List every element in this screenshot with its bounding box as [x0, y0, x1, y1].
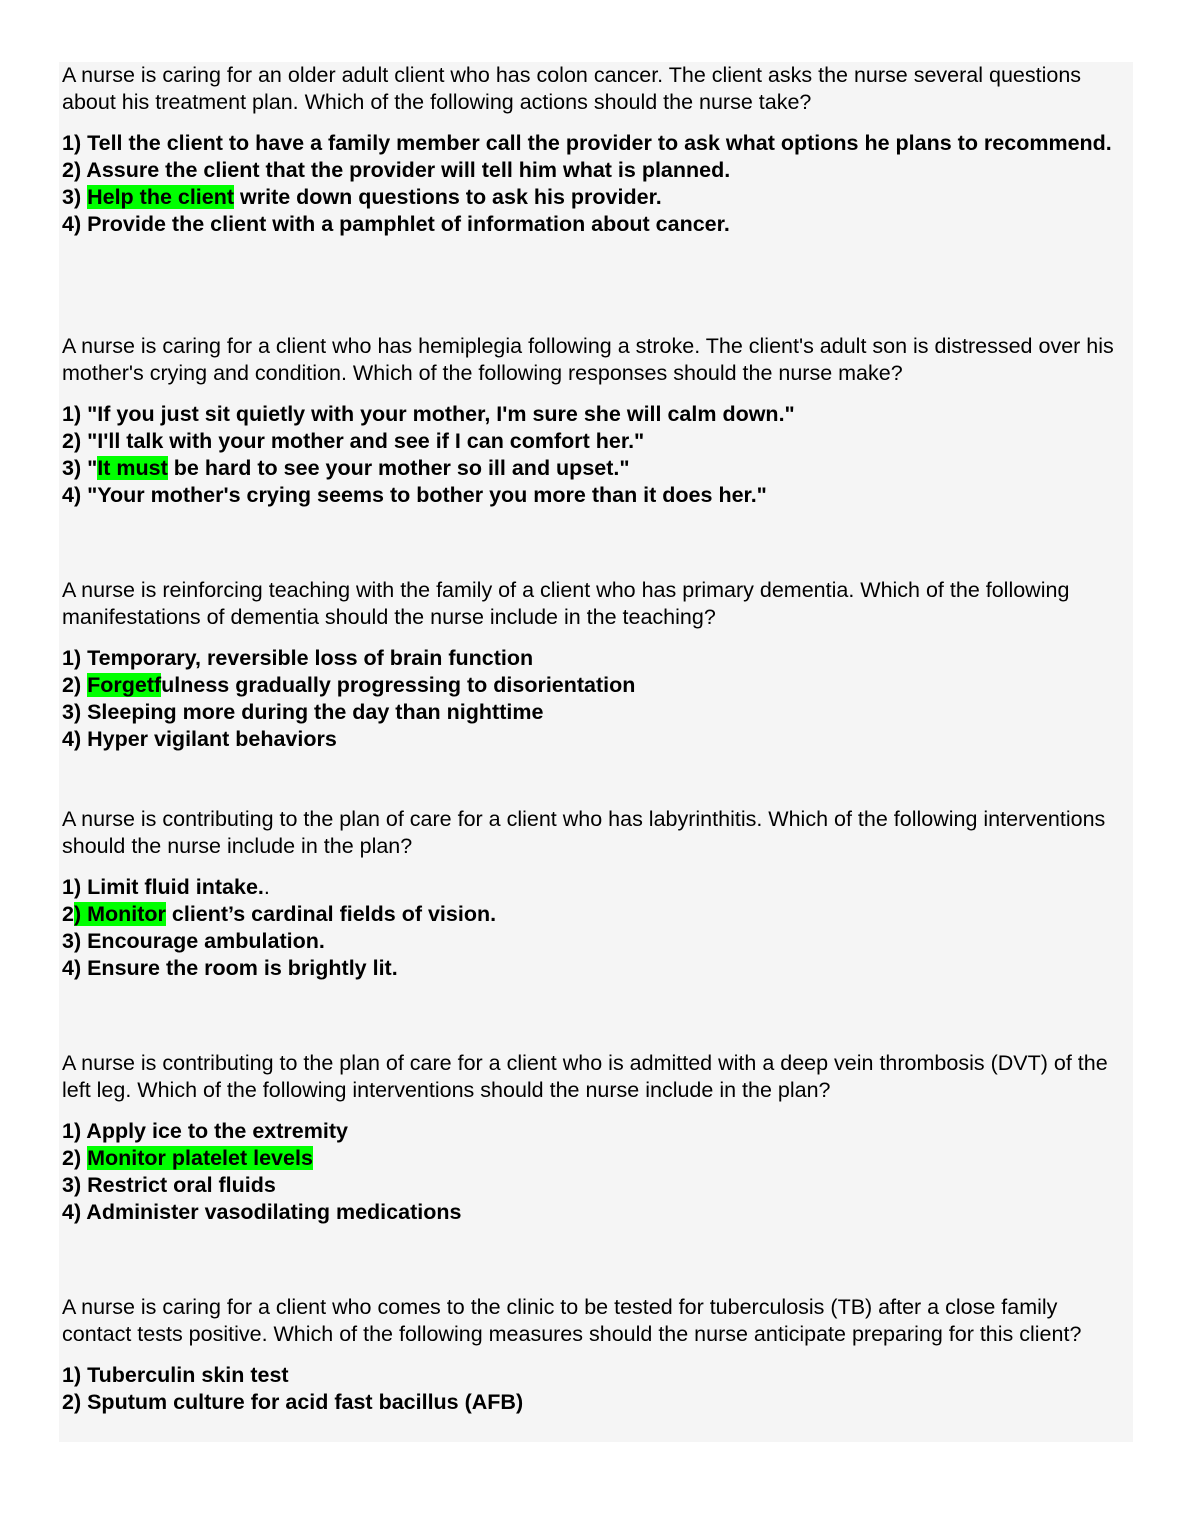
answer-option-3: 3) "It must be hard to see your mother so ill and upset." [62, 456, 630, 480]
question-block-6 [62, 1294, 1127, 1416]
answer-option-2: 2) Sputum culture for acid fast bacillus (AFB) [62, 1390, 524, 1414]
answer-options [62, 1118, 1127, 1226]
question-stem: A nurse is caring for a client who comes to the clinic to be tested for tuberculosis (TB) after a close family contact tests positive. Which of the following measures should the nurse anticipate preparing for this client? [62, 1295, 1082, 1346]
answer-option-3: 3) Sleeping more during the day than nighttime [62, 700, 544, 724]
answer-option-2: 2) Assure the client that the provider will tell him what is planned. [62, 158, 731, 182]
answer-options [62, 401, 1127, 509]
highlighted-text: Monitor platelet levels [87, 1146, 313, 1170]
answer-option-3: 3) Restrict oral fluids [62, 1173, 276, 1197]
answer-option-2: 2) Monitor client’s cardinal fields of vision. [62, 902, 497, 926]
answer-option-2: 2) "I'll talk with your mother and see if I can comfort her." [62, 429, 645, 453]
highlighted-text: ) Monitor [73, 902, 166, 926]
answer-option-3: 3) Encourage ambulation. [62, 929, 325, 953]
answer-option-1: 1) "If you just sit quietly with your mother, I'm sure she will calm down." [62, 402, 795, 426]
answer-option-4: 4) Provide the client with a pamphlet of information about cancer. [62, 212, 730, 236]
question-stem: A nurse is caring for a client who has hemiplegia following a stroke. The client's adult son is distressed over his mother's crying and condition. Which of the following responses should the nurse make? [62, 334, 1114, 385]
answer-option-1: 1) Limit fluid intake.. [62, 875, 270, 899]
question-block-1 [62, 62, 1127, 238]
answer-option-3: 3) Help the client write down questions to ask his provider. [62, 185, 662, 209]
answer-option-4: 4) "Your mother's crying seems to bother you more than it does her." [62, 483, 767, 507]
answer-option-1: 1) Temporary, reversible loss of brain function [62, 646, 534, 670]
question-block-3 [62, 577, 1127, 753]
question-stem: A nurse is contributing to the plan of care for a client who has labyrinthitis. Which of the following interventions should the nurse include in the plan? [62, 807, 1106, 858]
answer-options [62, 1362, 1127, 1416]
answer-option-1: 1) Apply ice to the extremity [62, 1119, 348, 1143]
answer-option-4: 4) Administer vasodilating medications [62, 1200, 462, 1224]
answer-option-1: 1) Tuberculin skin test [62, 1363, 289, 1387]
answer-options [62, 874, 1127, 982]
question-block-4 [62, 806, 1127, 982]
highlighted-text: Forgetf [87, 673, 162, 697]
question-stem: A nurse is caring for an older adult client who has colon cancer. The client asks the nurse several questions about his treatment plan. Which of the following actions should the nurse take? [62, 63, 1082, 114]
answer-option-4: 4) Ensure the room is brightly lit. [62, 956, 398, 980]
question-stem: A nurse is contributing to the plan of care for a client who is admitted with a deep vein thrombosis (DVT) of the left leg. Which of the following interventions should the nurse include in the plan? [62, 1051, 1108, 1102]
highlighted-text: It must [97, 456, 168, 480]
answer-option-4: 4) Hyper vigilant behaviors [62, 727, 337, 751]
answer-option-2: 2) Forgetfulness gradually progressing to disorientation [62, 673, 636, 697]
answer-options [62, 645, 1127, 753]
answer-options [62, 130, 1127, 238]
answer-option-2: 2) Monitor platelet levels [62, 1146, 313, 1170]
highlighted-text: Help the client [87, 185, 235, 209]
question-block-2 [62, 333, 1127, 509]
answer-option-1: 1) Tell the client to have a family member call the provider to ask what options he plans to recommend. [62, 131, 1112, 155]
question-block-5 [62, 1050, 1127, 1226]
question-stem: A nurse is reinforcing teaching with the family of a client who has primary dementia. Which of the following manifestations of dementia should the nurse include in the teaching? [62, 578, 1070, 629]
